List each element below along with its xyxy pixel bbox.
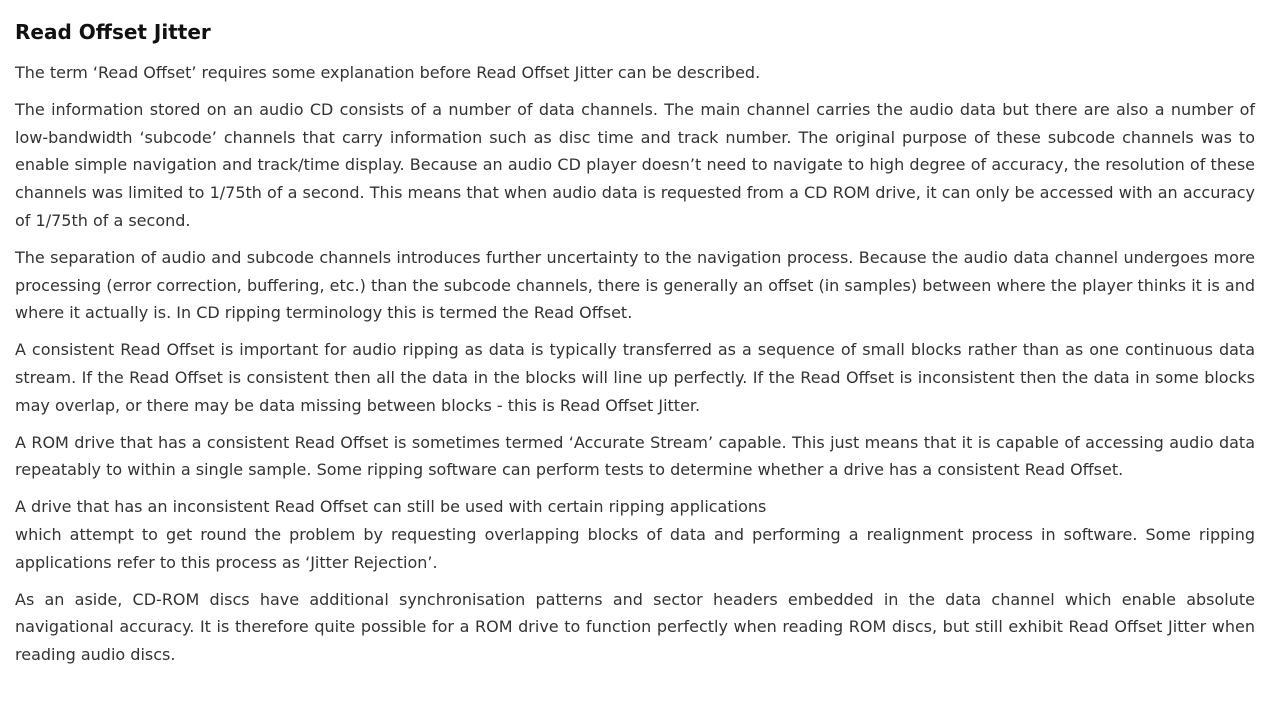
paragraph-cd-rom-aside: As an aside, CD-ROM discs have additional synchronisation patterns and sector headers embedded in the data channel which enable absolute navigational accuracy. It is therefore quite possible for a ROM drive to function perfectly when reading ROM discs, but still exhibit Read Offset Jitter when reading audio discs. xyxy=(15,589,1255,665)
paragraph-jitter-rejection xyxy=(15,493,1255,576)
intro-paragraph: The term ‘Read Offset’ requires some explanation before Read Offset Jitter can be described. xyxy=(15,63,761,82)
paragraph-accurate-stream: A ROM drive that has a consistent Read Offset is sometimes termed ‘Accurate Stream’ capable. This just means that it is capable of accessing audio data repeatably to within a single sample. Some ripping software can perform tests to determine whether a drive has a consistent Read Offset. xyxy=(15,432,1255,480)
article xyxy=(15,0,1255,678)
paragraph-channel-separation: The separation of audio and subcode channels introduces further uncertainty to the navigation process. Because the audio data channel undergoes more processing (error correction, buffering, etc.) than the subcode channels, there is generally an offset (in samples) between where the player thinks it is and where it actually is. In CD ripping terminology this is termed the Read Offset. xyxy=(15,247,1255,323)
paragraph-data-channels: The information stored on an audio CD consists of a number of data channels. The main channel carries the audio data but there are also a number of low-bandwidth ‘subcode’ channels that carry information such as disc time and track number. The original purpose of these subcode channels was to enable simple navigation and track/time display. Because an audio CD player doesn’t need to navigate to high degree of accuracy, the resolution of these channels was limited to 1/75th of a second. This means that when audio data is requested from a CD ROM drive, it can only be accessed with an accuracy of 1/75th of a second. xyxy=(15,99,1255,230)
jitter-rejection-first-line: A drive that has an inconsistent Read Offset can still be used with certain ripping applications xyxy=(15,497,767,517)
jitter-rejection-rest: which attempt to get round the problem by requesting overlapping blocks of data and performing a realignment process in software. Some ripping applications refer to this process as ‘Jitter Rejection’. xyxy=(15,524,1255,572)
paragraph-consistent-offset: A consistent Read Offset is important for audio ripping as data is typically transferred as a sequence of small blocks rather than as one continuous data stream. If the Read Offset is consistent then all the data in the blocks will line up perfectly. If the Read Offset is inconsistent then the data in some blocks may overlap, or there may be data missing between blocks - this is Read Offset Jitter. xyxy=(15,340,1255,415)
page-title: Read Offset Jitter xyxy=(15,20,211,44)
